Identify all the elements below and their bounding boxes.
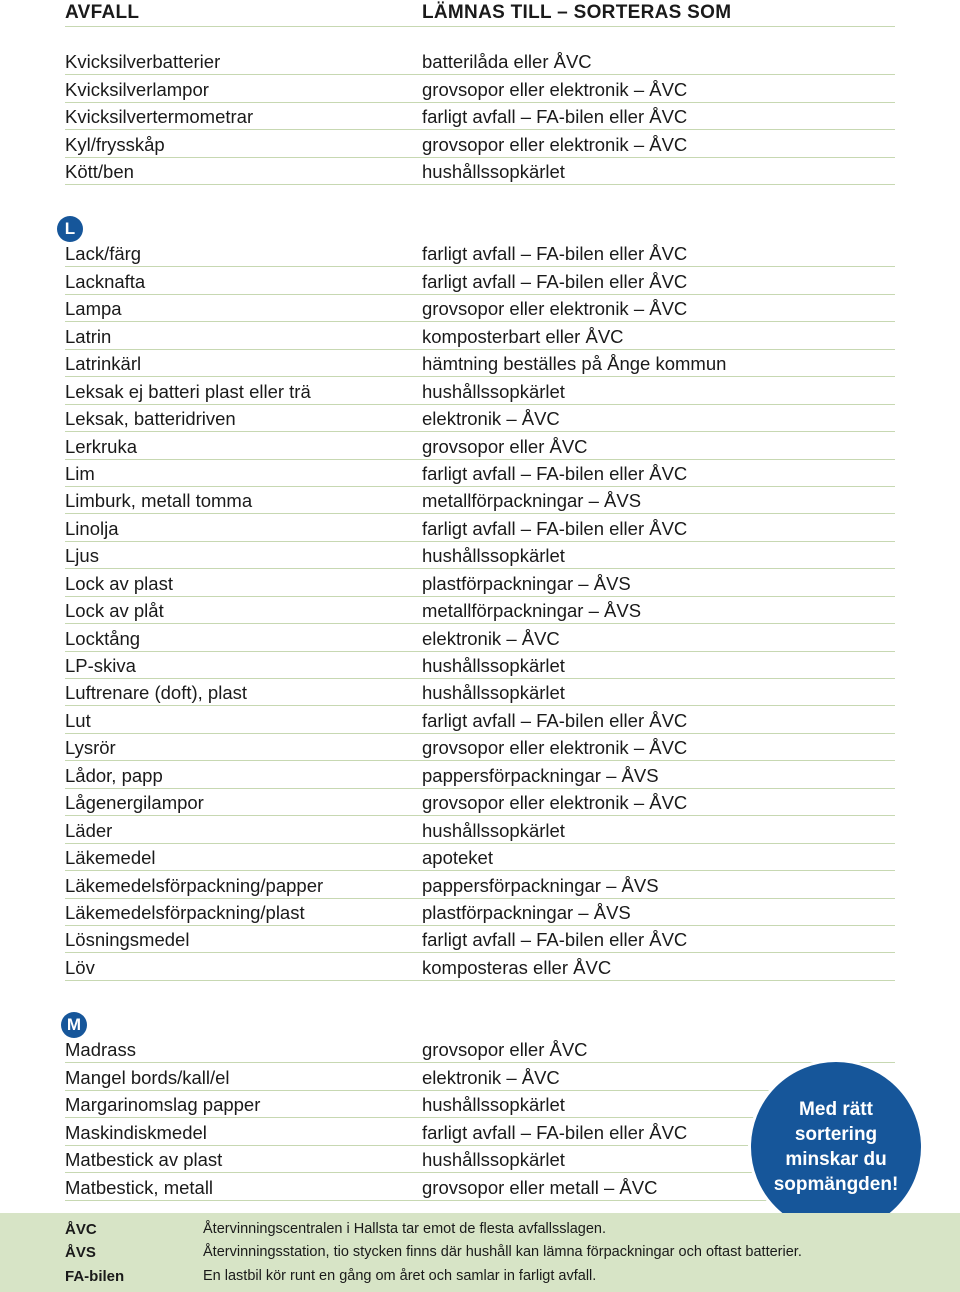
waste-destination: komposterbart eller ÅVC <box>422 325 624 347</box>
waste-destination: farligt avfall – FA-bilen eller ÅVC <box>422 1121 688 1143</box>
waste-destination: grovsopor eller elektronik – ÅVC <box>422 792 688 814</box>
table-row <box>65 734 895 761</box>
waste-destination: grovsopor eller ÅVC <box>422 1039 588 1061</box>
waste-destination: hushållssopkärlet <box>422 1094 565 1116</box>
waste-destination: grovsopor eller ÅVC <box>422 435 588 457</box>
waste-item: Lut <box>65 709 91 731</box>
waste-destination: grovsopor eller elektronik – ÅVC <box>422 737 688 759</box>
waste-item: Lysrör <box>65 737 116 759</box>
waste-destination: grovsopor eller metall – ÅVC <box>422 1176 658 1198</box>
waste-item: Lock av plast <box>65 572 173 594</box>
waste-item: Lådor, papp <box>65 764 163 786</box>
waste-destination: grovsopor eller elektronik – ÅVC <box>422 78 688 100</box>
waste-item: Maskindiskmedel <box>65 1121 207 1143</box>
table-row <box>65 267 895 294</box>
table-row <box>65 1036 895 1063</box>
waste-destination: hushållssopkärlet <box>422 1149 565 1171</box>
letter-badge-m: M <box>61 1012 87 1038</box>
table-row <box>65 871 895 898</box>
table-row <box>65 103 895 130</box>
table-row <box>65 679 895 706</box>
waste-item: Läkemedelsförpackning/papper <box>65 874 324 896</box>
table-row <box>65 158 895 185</box>
table-row <box>65 48 895 75</box>
table-row <box>65 542 895 569</box>
waste-destination: farligt avfall – FA-bilen eller ÅVC <box>422 462 688 484</box>
waste-destination: farligt avfall – FA-bilen eller ÅVC <box>422 929 688 951</box>
waste-destination: hushållssopkärlet <box>422 161 565 183</box>
table-row <box>65 624 895 651</box>
waste-item: Lacknafta <box>65 270 146 292</box>
table-row <box>65 432 895 459</box>
waste-item: Lerkruka <box>65 435 137 457</box>
legend-row-avc <box>65 1221 945 1243</box>
waste-item: Kvicksilverlampor <box>65 78 209 100</box>
waste-item: Lim <box>65 462 95 484</box>
waste-item: Leksak, batteridriven <box>65 408 236 430</box>
waste-item: Lågenergilampor <box>65 792 204 814</box>
table-header <box>65 0 895 27</box>
waste-item: Lock av plåt <box>65 600 164 622</box>
waste-item: Matbestick, metall <box>65 1176 214 1198</box>
table-row <box>65 844 895 871</box>
table-row <box>65 405 895 432</box>
waste-item: Ljus <box>65 545 99 567</box>
table-row <box>65 130 895 157</box>
table-row <box>65 240 895 267</box>
waste-destination: pappersförpackningar – ÅVS <box>422 874 659 896</box>
waste-destination: hushållssopkärlet <box>422 655 565 676</box>
legend-abbr: ÅVS <box>65 1244 96 1261</box>
legend-footer <box>0 1213 960 1292</box>
waste-destination: hämtning beställes på Ånge kommun <box>422 353 727 375</box>
waste-item: Löv <box>65 956 95 978</box>
waste-item: Läkemedel <box>65 847 156 869</box>
waste-item: Läkemedelsförpackning/plast <box>65 901 305 923</box>
table-row <box>65 569 895 596</box>
legend-abbr: FA-bilen <box>65 1268 125 1285</box>
waste-item: Lampa <box>65 298 122 320</box>
table-row <box>65 487 895 514</box>
waste-destination: farligt avfall – FA-bilen eller ÅVC <box>422 106 688 128</box>
table-row <box>65 75 895 102</box>
legend-desc: Återvinningsstation, tio stycken finns där hushåll kan lämna förpackningar och oftast batterier. <box>203 1244 802 1260</box>
legend-desc: En lastbil kör runt en gång om året och samlar in farligt avfall. <box>203 1268 597 1284</box>
waste-item: Kvicksilvertermometrar <box>65 106 254 128</box>
legend-desc: Återvinningscentralen i Hallsta tar emot de flesta avfallsslagen. <box>203 1221 606 1237</box>
column-header-waste: AVFALL <box>65 2 140 23</box>
column-header-destination: LÄMNAS TILL – SORTERAS SOM <box>422 2 732 23</box>
table-row <box>65 460 895 487</box>
info-bubble-text: Med rätt sortering minskar du sopmängden! <box>773 1099 899 1195</box>
waste-destination: plastförpackningar – ÅVS <box>422 901 631 923</box>
table-row <box>65 514 895 541</box>
table-row <box>65 322 895 349</box>
table-row <box>65 295 895 322</box>
waste-item: Mangel bords/kall/el <box>65 1066 230 1088</box>
waste-destination: metallförpackningar – ÅVS <box>422 490 642 512</box>
legend-row-avs <box>65 1244 945 1266</box>
table-row <box>65 761 895 788</box>
table-row <box>65 706 895 733</box>
waste-item: Läder <box>65 819 113 841</box>
waste-item: Madrass <box>65 1039 136 1061</box>
waste-destination: komposteras eller ÅVC <box>422 956 612 978</box>
info-bubble <box>748 1059 924 1235</box>
waste-destination: farligt avfall – FA-bilen eller ÅVC <box>422 709 688 731</box>
waste-item: LP-skiva <box>65 655 136 676</box>
waste-item: Kyl/frysskåp <box>65 133 165 155</box>
table-row <box>65 899 895 926</box>
table-row <box>65 597 895 624</box>
waste-item: Matbestick av plast <box>65 1149 223 1171</box>
waste-destination: hushållssopkärlet <box>422 819 565 841</box>
waste-item: Leksak ej batteri plast eller trä <box>65 380 311 402</box>
waste-item: Locktång <box>65 627 141 649</box>
waste-destination: hushållssopkärlet <box>422 682 565 704</box>
waste-destination: elektronik – ÅVC <box>422 408 560 430</box>
waste-item: Lack/färg <box>65 243 142 265</box>
table-row <box>65 350 895 377</box>
legend-row-fa-bilen <box>65 1268 945 1290</box>
waste-item: Kött/ben <box>65 161 134 183</box>
table-row <box>65 652 895 679</box>
waste-item: Latrinkärl <box>65 353 142 375</box>
table-row <box>65 816 895 843</box>
waste-destination: batterilåda eller ÅVC <box>422 51 592 73</box>
waste-destination: grovsopor eller elektronik – ÅVC <box>422 133 688 155</box>
legend-abbr: ÅVC <box>65 1221 97 1238</box>
table-row <box>65 377 895 404</box>
waste-item: Luftrenare (doft), plast <box>65 682 248 704</box>
waste-item: Latrin <box>65 325 112 347</box>
table-row <box>65 789 895 816</box>
table-row <box>65 953 895 980</box>
waste-item: Margarinomslag papper <box>65 1094 261 1116</box>
table-row <box>65 926 895 953</box>
waste-destination: elektronik – ÅVC <box>422 1066 560 1088</box>
waste-destination: farligt avfall – FA-bilen eller ÅVC <box>422 517 688 539</box>
waste-item: Lösningsmedel <box>65 929 190 951</box>
waste-destination: farligt avfall – FA-bilen eller ÅVC <box>422 270 688 292</box>
section-l <box>65 240 895 981</box>
waste-destination: apoteket <box>422 847 493 869</box>
waste-destination: hushållssopkärlet <box>422 380 565 402</box>
waste-destination: farligt avfall – FA-bilen eller ÅVC <box>422 243 688 265</box>
waste-destination: metallförpackningar – ÅVS <box>422 600 642 622</box>
waste-destination: pappersförpackningar – ÅVS <box>422 764 659 786</box>
waste-destination: elektronik – ÅVC <box>422 627 560 649</box>
waste-destination: grovsopor eller elektronik – ÅVC <box>422 298 688 320</box>
letter-badge-l: L <box>57 216 83 242</box>
waste-item: Kvicksilverbatterier <box>65 51 221 73</box>
section-k <box>65 48 895 185</box>
waste-item: Linolja <box>65 517 119 539</box>
waste-destination: hushållssopkärlet <box>422 545 565 567</box>
waste-item: Limburk, metall tomma <box>65 490 253 512</box>
waste-destination: plastförpackningar – ÅVS <box>422 572 631 594</box>
